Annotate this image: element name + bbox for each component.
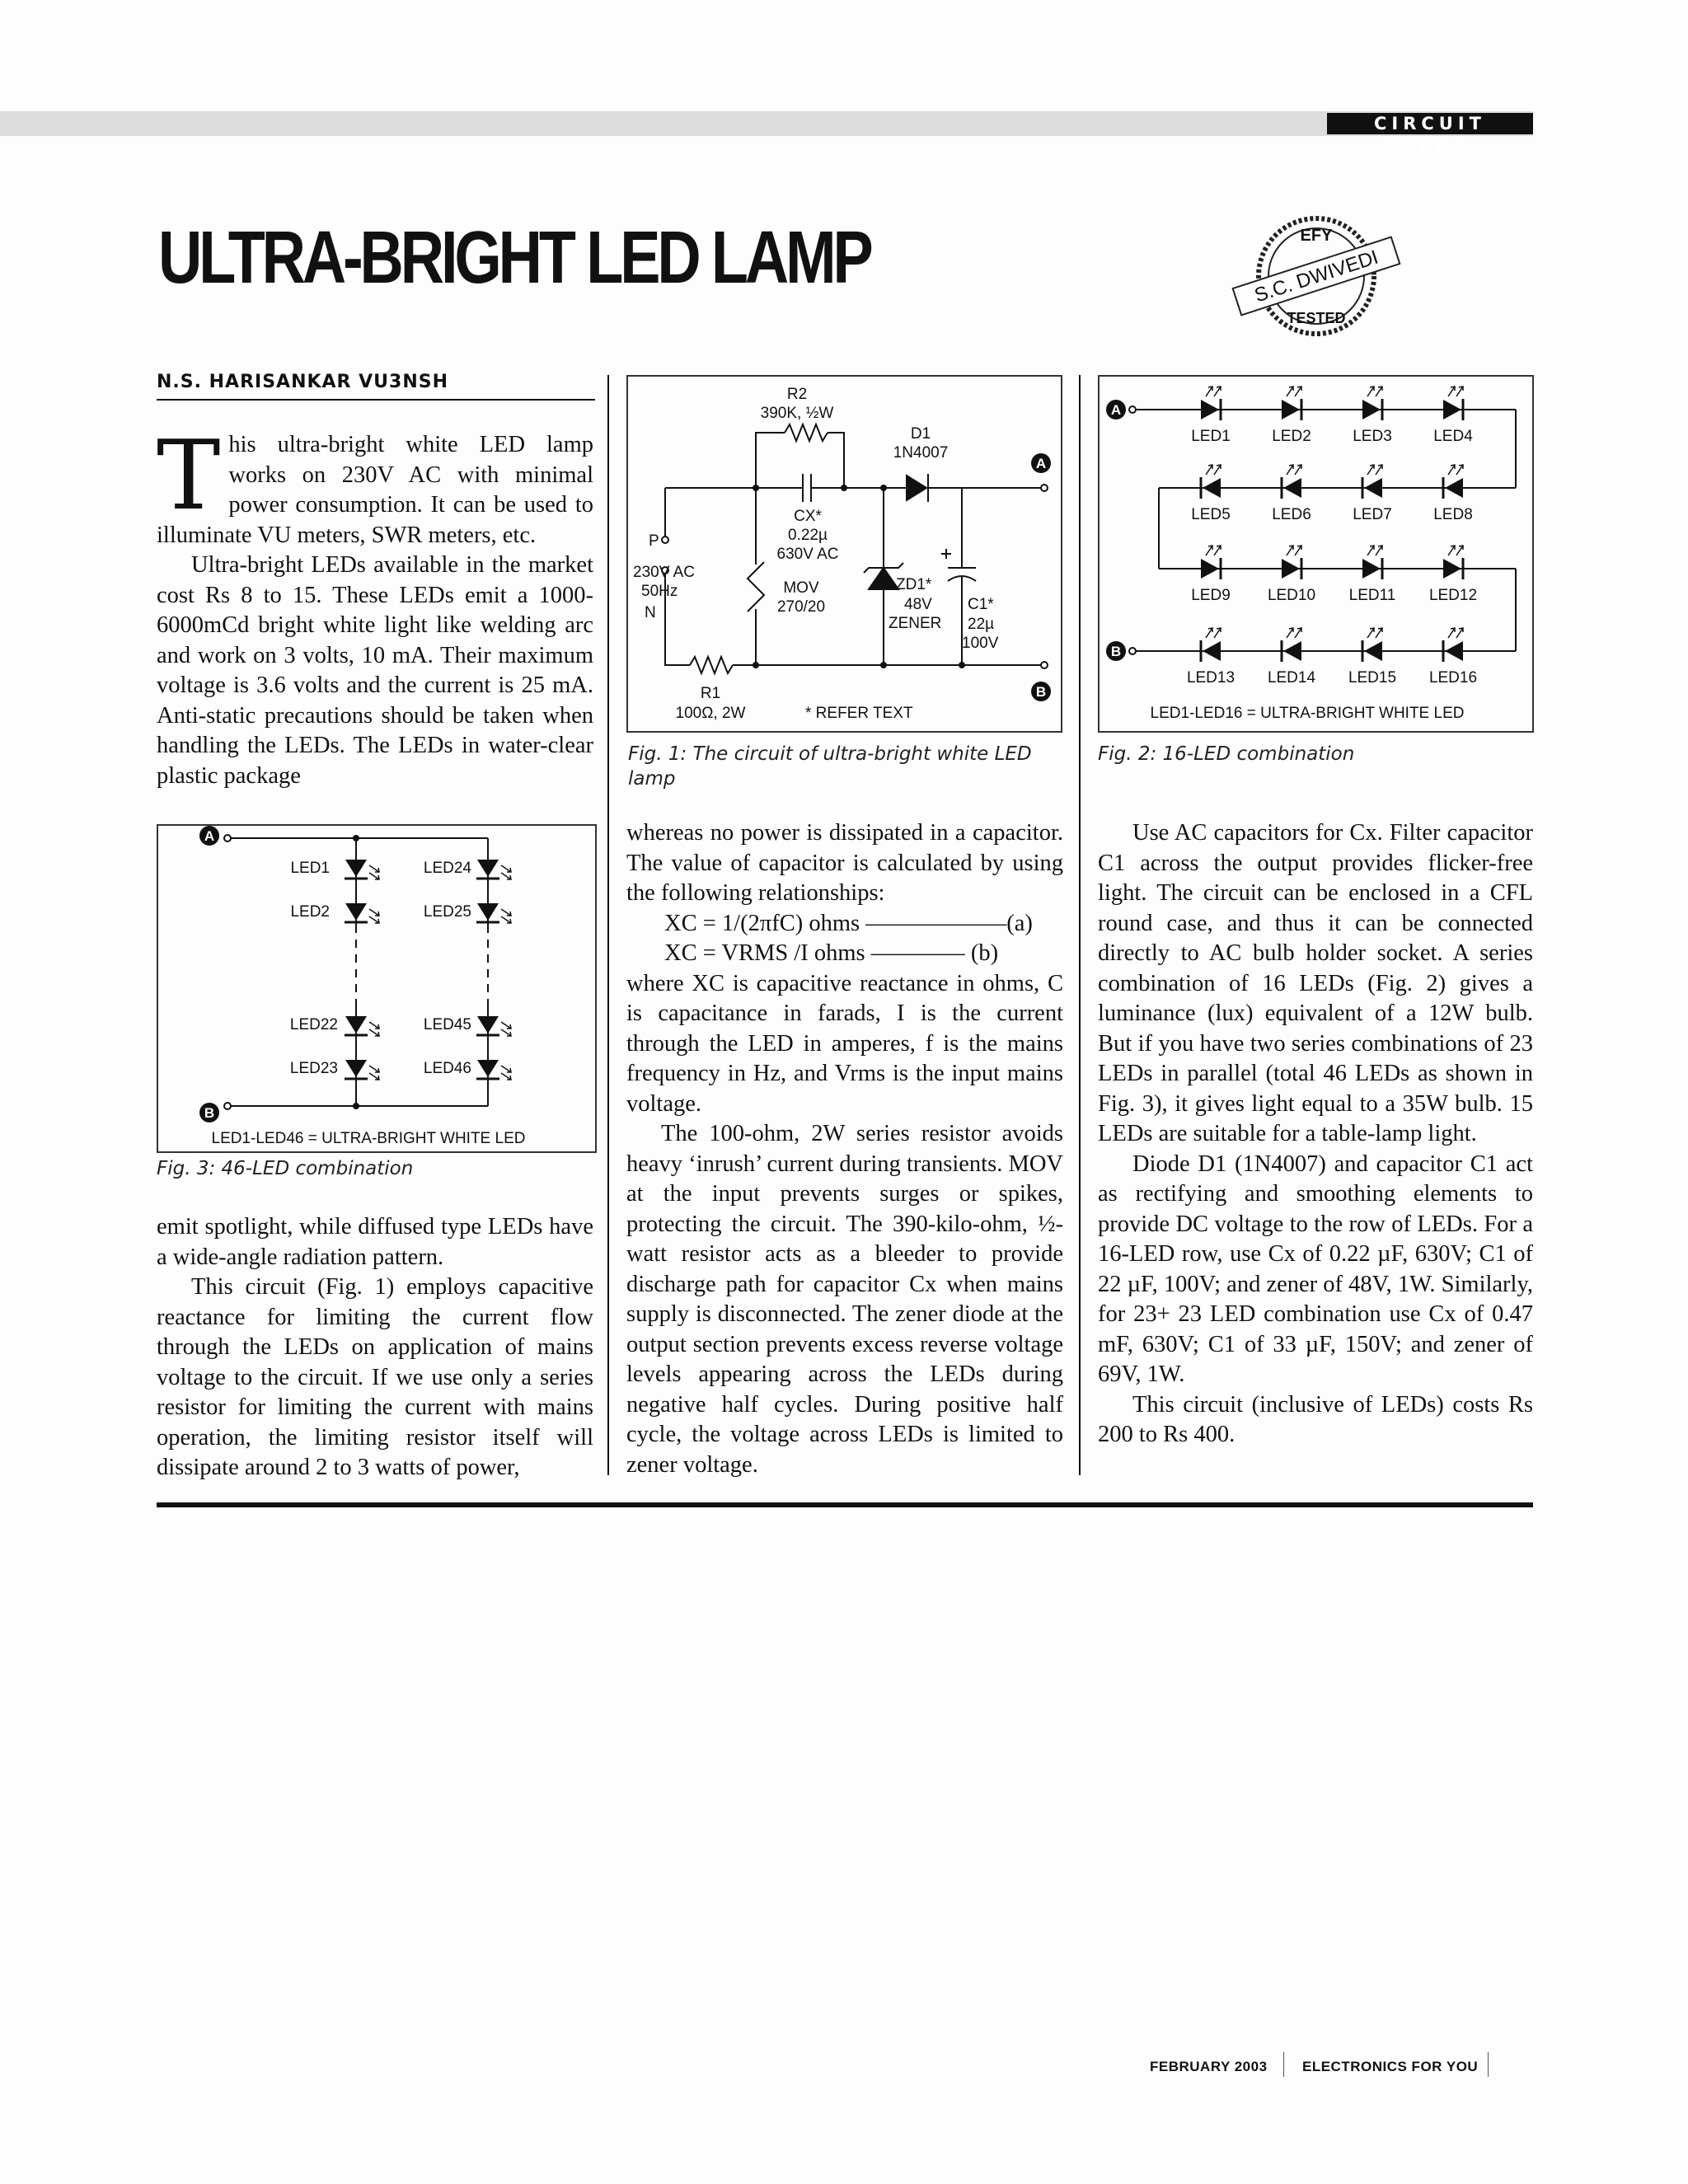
fig2-led-symbol-12 xyxy=(1443,546,1463,579)
fig2-led-symbol-13 xyxy=(1201,628,1221,662)
fig1-cx-label: CX* xyxy=(794,508,822,525)
fig1-circuit xyxy=(626,375,1062,733)
fig1-mov-value: 270/20 xyxy=(776,598,826,616)
fig1-d1-value: 1N4007 xyxy=(893,444,949,462)
author-byline: N.S. HARISANKAR VU3NSH xyxy=(157,372,449,392)
footer-magazine: ELECTRONICS FOR YOU xyxy=(1302,2059,1479,2074)
fig2-led5: LED5 xyxy=(1191,506,1231,523)
fig2-led-array xyxy=(1098,375,1534,733)
fig2-led-symbol-15 xyxy=(1362,628,1382,662)
fig2-led-symbol-10 xyxy=(1282,546,1301,579)
fig3-legend: LED1-LED46 = ULTRA-BRIGHT WHITE LED xyxy=(211,1130,526,1147)
footer-date: FEBRUARY 2003 xyxy=(1150,2059,1268,2074)
fig2-led10: LED10 xyxy=(1267,587,1316,604)
col1-paragraph-1: his ultra-bright white LED lamp works on 230V AC with minimal power consumption. It can be used to illuminate VU meters, SWR meters, etc. xyxy=(157,432,593,548)
col1b-paragraph-2: This circuit (Fig. 1) employs capacitive reactance for limiting the current flow through the LEDs on application of mains voltage to the circuit. If we use only a series resistor for limiting the current with mains operation, the limiting resistor itself will dissipate around 2 to 3 watts of power, xyxy=(157,1274,593,1480)
formula-b: XC = VRMS /I ohms ———— (b) xyxy=(664,940,999,966)
fig1-p-label: P xyxy=(649,532,659,550)
fig2-led3: LED3 xyxy=(1353,428,1392,445)
fig1-r1-label: R1 xyxy=(700,685,721,702)
fig3-led23: LED23 xyxy=(289,1060,338,1077)
fig2-led-symbol-9 xyxy=(1201,546,1221,579)
fig2-led2: LED2 xyxy=(1272,428,1311,445)
stamp-top-text: EFY xyxy=(1300,227,1333,245)
column-2 xyxy=(626,818,1063,1480)
fig1-r2-label: R2 xyxy=(786,386,808,403)
fig2-caption: Fig. 2: 16-LED combination xyxy=(1098,743,1355,765)
stamp-name: S.C. DWIVEDI xyxy=(1251,246,1381,307)
section-tag: CIRCUIT IDEAS xyxy=(1327,113,1533,134)
col2-paragraph-3: The 100-ohm, 2W series resistor avoids heavy ‘inrush’ current during transients. MOV at the input prevents surges or spikes, protecting the circuit. The 390-kilo-ohm, ½-watt resistor acts as a bleeder to provide discharge path for capacitor Cx when mains supply is disconnected. The zener diode at the output section prevents excess reverse voltage levels appearing across the LEDs during negative half cycles. During positive half cycle, the voltage across LEDs is limited to zener voltage. xyxy=(626,1121,1063,1478)
fig1-node-a: A xyxy=(1035,456,1047,471)
fig3-led46: LED46 xyxy=(423,1060,471,1077)
fig2-led-symbol-5 xyxy=(1201,465,1221,499)
fig1-note: * REFER TEXT xyxy=(805,705,913,722)
fig2-led14: LED14 xyxy=(1267,669,1316,687)
fig1-c1-value-2: 100V xyxy=(962,635,999,652)
fig1-terminal-p xyxy=(662,537,668,543)
col2-paragraph-1: whereas no power is dissipated in a capacitor. The value of capacitor is calculated by using the following relationships: xyxy=(626,820,1063,906)
fig1-mov-label: MOV xyxy=(783,579,819,597)
fig1-terminal-b xyxy=(1041,662,1048,668)
fig2-led6: LED6 xyxy=(1272,506,1311,523)
column-1-top xyxy=(157,420,593,791)
fig1-c1-value-1: 22µ xyxy=(968,616,995,633)
fig2-schematic xyxy=(1100,377,1532,731)
fig1-d1-label: D1 xyxy=(910,425,931,443)
drop-cap: T xyxy=(157,420,221,532)
footer-divider-2 xyxy=(1488,2052,1489,2077)
col1b-paragraph-1: emit spotlight, while diffused type LEDs have a wide-angle radiation pattern. xyxy=(157,1214,593,1270)
efy-tested-stamp xyxy=(1230,206,1403,346)
fig3-right-led-symbol-4 xyxy=(476,1060,511,1080)
fig1-r1-value: 100Ω, 2W xyxy=(675,705,746,722)
fig3-right-led-symbol-1 xyxy=(476,860,511,879)
fig3-left-led-symbol-4 xyxy=(345,1060,379,1080)
header-band xyxy=(0,111,1533,136)
fig3-led1: LED1 xyxy=(290,860,330,877)
article-title: ULTRA-BRIGHT LED LAMP xyxy=(158,217,870,299)
fig3-led-array xyxy=(157,824,597,1153)
col3-paragraph-1: Use AC capacitors for Cx. Filter capacitor C1 across the output provides flicker-free light. The circuit can be enclosed in a CFL round case, and thus it can be connected directly to AC bulb holder socket. A series combination of 16 LEDs (Fig. 2) gives a luminance (lux) equivalent of a 12W bulb. But if you have two series combinations of 23 LEDs in parallel (total 46 LEDs as shown in Fig. 3), it gives light equal to a 35W bulb. 15 LEDs are suitable for a table-lamp light. xyxy=(1098,820,1533,1146)
fig2-led-symbol-3 xyxy=(1362,387,1382,420)
fig1-terminal-a xyxy=(1041,485,1048,491)
fig2-led4: LED4 xyxy=(1433,428,1473,445)
fig3-led2: LED2 xyxy=(290,903,330,921)
stamp-bottom-text: TESTED xyxy=(1287,310,1346,326)
fig3-left-led-symbol-1 xyxy=(345,860,379,879)
fig1-c1-label: C1* xyxy=(968,596,994,613)
fig2-led-symbol-7 xyxy=(1362,465,1382,499)
fig1-input-frequency: 50Hz xyxy=(641,583,678,600)
fig1-input-voltage: 230V AC xyxy=(633,564,695,581)
fig2-led-symbol-16 xyxy=(1443,628,1463,662)
col3-paragraph-3: This circuit (inclusive of LEDs) costs Rs 200 to Rs 400. xyxy=(1098,1391,1533,1447)
fig3-node-a: A xyxy=(204,828,215,844)
column-3 xyxy=(1098,818,1533,1451)
fig2-led-symbol-8 xyxy=(1443,465,1463,499)
fig1-schematic xyxy=(628,377,1061,731)
fig2-led8: LED8 xyxy=(1433,506,1473,523)
fig3-left-led-symbol-3 xyxy=(345,1016,379,1036)
fig3-node-b: B xyxy=(204,1105,215,1121)
fig3-caption: Fig. 3: 46-LED combination xyxy=(157,1158,414,1179)
fig2-led-symbol-2 xyxy=(1282,387,1301,420)
fig1-zd1-label: ZD1* xyxy=(896,576,932,593)
fig1-n-label: N xyxy=(645,604,656,621)
fig3-led25: LED25 xyxy=(423,903,471,921)
fig1-caption: Fig. 1: The circuit of ultra-bright white LED lamp xyxy=(628,743,1032,790)
byline-rule xyxy=(157,399,595,401)
fig2-node-a: A xyxy=(1110,402,1122,418)
fig2-led13: LED13 xyxy=(1186,669,1236,687)
column-1-bottom xyxy=(157,1212,593,1483)
col3-paragraph-2: Diode D1 (1N4007) and capacitor C1 act as rectifying and smoothing elements to provide DC voltage to the row of LEDs. For a 16-LED row, use Cx of 0.22 µF, 630V; C1 of 22 µF, 100V; and zener of 48V, 1W. Similarly, for 23+ 23 LED combination use Cx of 0.47 mF, 630V; C1 of 33 µF, 150V; and zener of 69V, 1W. xyxy=(1098,1151,1533,1387)
fig2-node-b: B xyxy=(1110,644,1122,659)
fig3-led45: LED45 xyxy=(423,1016,471,1033)
footer-divider xyxy=(1283,2052,1284,2077)
column-rule-1 xyxy=(607,375,609,1475)
fig1-r2-value: 390K, ½W xyxy=(760,405,834,422)
fig2-led1: LED1 xyxy=(1191,428,1231,445)
fig3-led24: LED24 xyxy=(423,860,471,877)
fig2-led15: LED15 xyxy=(1348,669,1397,687)
fig2-led12: LED12 xyxy=(1428,587,1478,604)
fig2-led-symbol-4 xyxy=(1443,387,1463,420)
col2-paragraph-2: where XC is capacitive reactance in ohms, C is capacitance in farads, I is the current through the LED in amperes, f is the mains frequency in Hz, and Vrms is the input mains voltage. xyxy=(626,970,1063,1117)
fig1-zd1-value-2: ZENER xyxy=(889,615,942,632)
fig2-legend: LED1-LED16 = ULTRA-BRIGHT WHITE LED xyxy=(1150,705,1465,722)
fig3-diodes xyxy=(345,860,511,1080)
fig3-right-led-symbol-3 xyxy=(476,1016,511,1036)
fig2-led11: LED11 xyxy=(1348,587,1396,604)
fig3-right-led-symbol-2 xyxy=(476,903,511,923)
fig2-diodes xyxy=(1201,387,1463,662)
fig2-led-symbol-11 xyxy=(1362,546,1382,579)
fig2-led-symbol-1 xyxy=(1201,387,1221,420)
fig3-left-led-symbol-2 xyxy=(345,903,379,923)
fig1-node-b: B xyxy=(1035,684,1047,700)
article-bottom-rule xyxy=(157,1502,1533,1507)
fig3-schematic xyxy=(158,826,595,1151)
fig2-led7: LED7 xyxy=(1353,506,1392,523)
fig1-cx-value-2: 630V AC xyxy=(776,546,839,563)
col1-paragraph-2: Ultra-bright LEDs available in the market cost Rs 8 to 15. These LEDs emit a 1000-6000mCd bright white light like welding arc and work on 3 volts, 10 mA. Their maximum voltage is 3.6 volts and the current is 25 mA. Anti-static precautions should be taken when handling the LEDs. The LEDs in water-clear plastic package xyxy=(157,552,593,789)
fig2-led16: LED16 xyxy=(1428,669,1478,687)
column-rule-2 xyxy=(1079,375,1081,1475)
fig3-led22: LED22 xyxy=(289,1016,338,1033)
fig1-zd1-value-1: 48V xyxy=(904,596,932,613)
fig2-led-symbol-14 xyxy=(1282,628,1301,662)
fig2-led9: LED9 xyxy=(1191,587,1231,604)
fig2-led-symbol-6 xyxy=(1282,465,1301,499)
formula-a: XC = 1/(2πfC) ohms ——————(a) xyxy=(664,910,1033,936)
fig1-cx-value-1: 0.22µ xyxy=(788,527,828,544)
